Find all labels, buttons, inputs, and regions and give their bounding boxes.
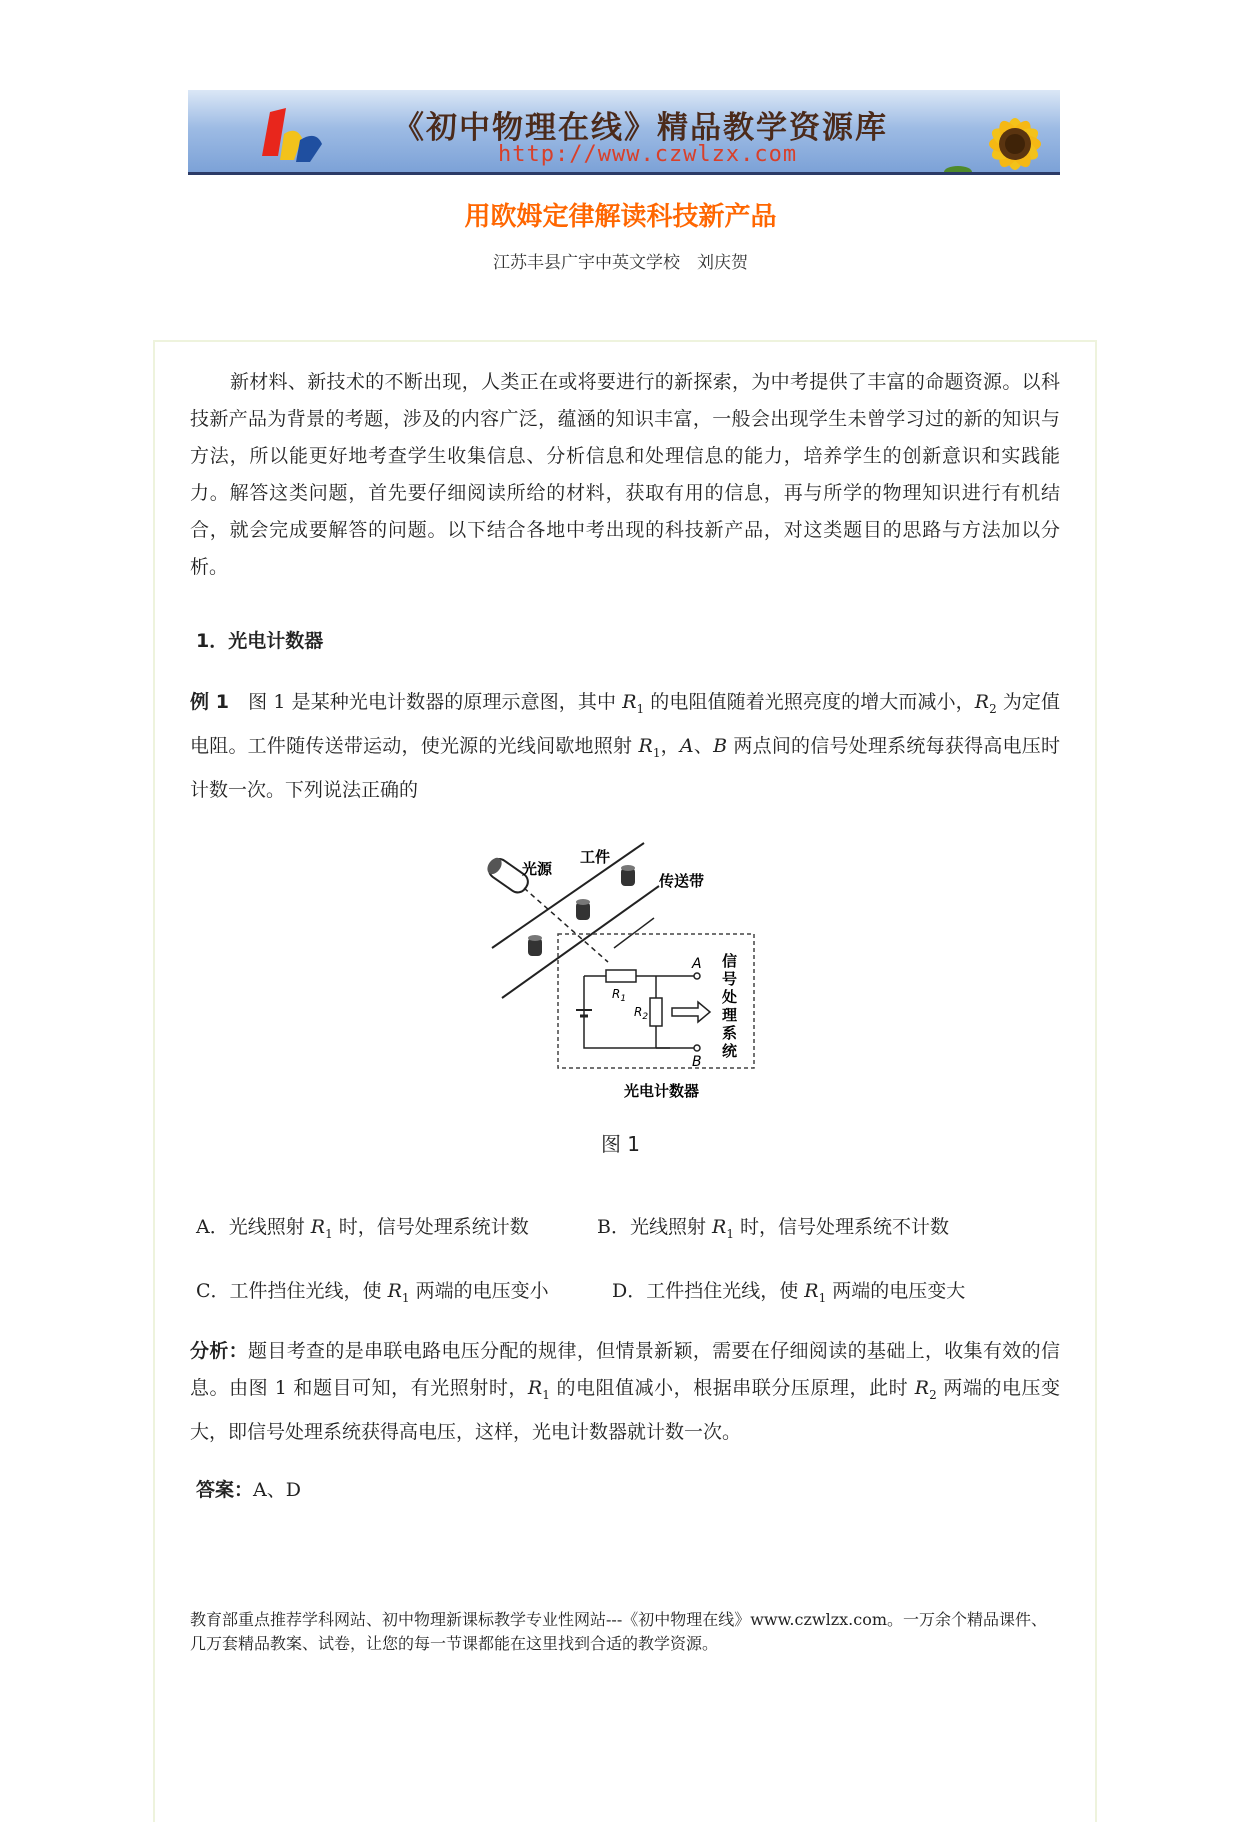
option-d: D．工件挡住光线，使 $R_1$ 两端的电压变大: [612, 1280, 966, 1305]
workpiece-icon: [621, 865, 635, 886]
symbol-sub: 1: [636, 701, 645, 716]
workpiece-icon: [528, 935, 542, 956]
symbol-sub: 1: [652, 745, 661, 760]
example-paragraph: [190, 684, 1060, 809]
banner-rule: [188, 172, 1060, 175]
symbol-r: R: [638, 734, 653, 757]
analysis-label: 分析：: [190, 1340, 249, 1362]
label-workpiece: 工件: [580, 848, 611, 866]
banner-title: 《初中物理在线》精品教学资源库: [393, 110, 888, 146]
terminal-a: [694, 973, 700, 979]
symbol-sub: 2: [989, 701, 997, 716]
label-point-a: A: [692, 956, 702, 972]
answer-value: A、D: [253, 1479, 301, 1501]
label-counter: 光电计数器: [624, 1082, 700, 1100]
resistor-r1: [606, 970, 636, 982]
label-signal-system: 信: [722, 952, 738, 970]
header-banner: [188, 90, 1060, 175]
example-text: 两点间的信号处理系统每获得高电压时计数一次。下列说法正确的: [190, 734, 1060, 801]
label-signal-system: 统: [722, 1042, 738, 1060]
symbol-r: R: [622, 691, 637, 713]
example-label: 例 1: [190, 691, 230, 713]
option-b: B．光线照射 $R_1$ 时，信号处理系统不计数: [597, 1216, 950, 1241]
document-title: 用欧姆定律解读科技新产品: [464, 202, 777, 232]
point-a: A: [679, 734, 694, 757]
photoelectric-counter-diagram: [484, 838, 784, 1118]
banner-url[interactable]: http://www.czwlzx.com: [498, 142, 798, 167]
belt-line: [492, 843, 644, 948]
document-byline: 江苏丰县广宇中英文学校 刘庆贺: [493, 253, 748, 273]
belt-arrow: [614, 918, 654, 948]
label-signal-system: 理: [722, 1006, 738, 1024]
terminal-b: [694, 1045, 700, 1051]
label-signal-system: 系: [722, 1024, 738, 1042]
intro-paragraph: 新材料、新技术的不断出现，人类正在或将要进行的新探索，为中考提供了丰富的命题资源。以科技新产品为背景的考题，涉及的内容广泛，蕴涵的知识丰富，一般会出现学生未曾学习过的新的知识与方法，所以能更好地考查学生收集信息、分析信息和处理信息的能力，培养学生的创新意识和实践能力。解答这类问题，首先要仔细阅读所给的材料，获取有用的信息，再与所学的物理知识进行有机结合，就会完成要解答的问题。以下结合各地中考出现的科技新产品，对这类题目的思路与方法加以分析。: [190, 371, 1060, 578]
sunflower-icon: [940, 94, 1060, 175]
resistor-r2: [650, 998, 662, 1026]
section-heading: 1．光电计数器: [196, 630, 324, 652]
label-signal-system: 处: [722, 988, 738, 1006]
analysis-paragraph: 分析：题目考查的是串联电路电压分配的规律，但情景新颖，需要在仔细阅读的基础上，收集有效的信息。由图 1 和题目可知，有光照射时，$R_1$ 的电阻值减小，根据串联分压原理，此时 $R_2$ 两端的电压变大，即信号处理系统获得高电压，这样，光电计数器就计数一次。: [190, 1340, 1060, 1443]
label-r1: $R_1$: [612, 987, 627, 1004]
point-b: B: [713, 734, 728, 757]
symbol-r: R: [974, 691, 990, 713]
figure-caption: 图 1: [600, 1132, 641, 1156]
answer-label: 答案：: [196, 1479, 254, 1501]
example-text: 为定值电阻。工件随传送带运动，使光源的光线间歇地照射: [190, 691, 1061, 757]
example-text: ，: [660, 734, 680, 757]
label-point-b: B: [692, 1054, 702, 1070]
label-conveyor-belt: 传送带: [659, 872, 705, 890]
output-arrow-icon: [672, 1002, 710, 1022]
example-text: 、: [693, 734, 714, 757]
workpiece-icon: [576, 899, 590, 920]
footer-text: 教育部重点推荐学科网站、初中物理新课标教学专业性网站---《初中物理在线》www.czwlzx.com。一万余个精品课件、几万套精品教案、试卷，让您的每一节课都能在这里找到合适的教学资源。: [190, 1610, 1048, 1653]
example-text: 图 1 是某种光电计数器的原理示意图，其中: [229, 691, 623, 713]
label-signal-system: 号: [722, 970, 738, 988]
site-logo-icon: [256, 104, 326, 166]
label-r2: $R_2$: [634, 1005, 649, 1022]
label-light-source: 光源: [522, 860, 553, 878]
answer-line: [196, 1475, 301, 1502]
example-text: 的电阻值随着光照亮度的增大而减小，: [644, 691, 975, 713]
option-c: C．工件挡住光线，使 $R_1$ 两端的电压变小: [196, 1280, 549, 1305]
option-a: A．光线照射 $R_1$ 时，信号处理系统计数: [196, 1216, 529, 1241]
